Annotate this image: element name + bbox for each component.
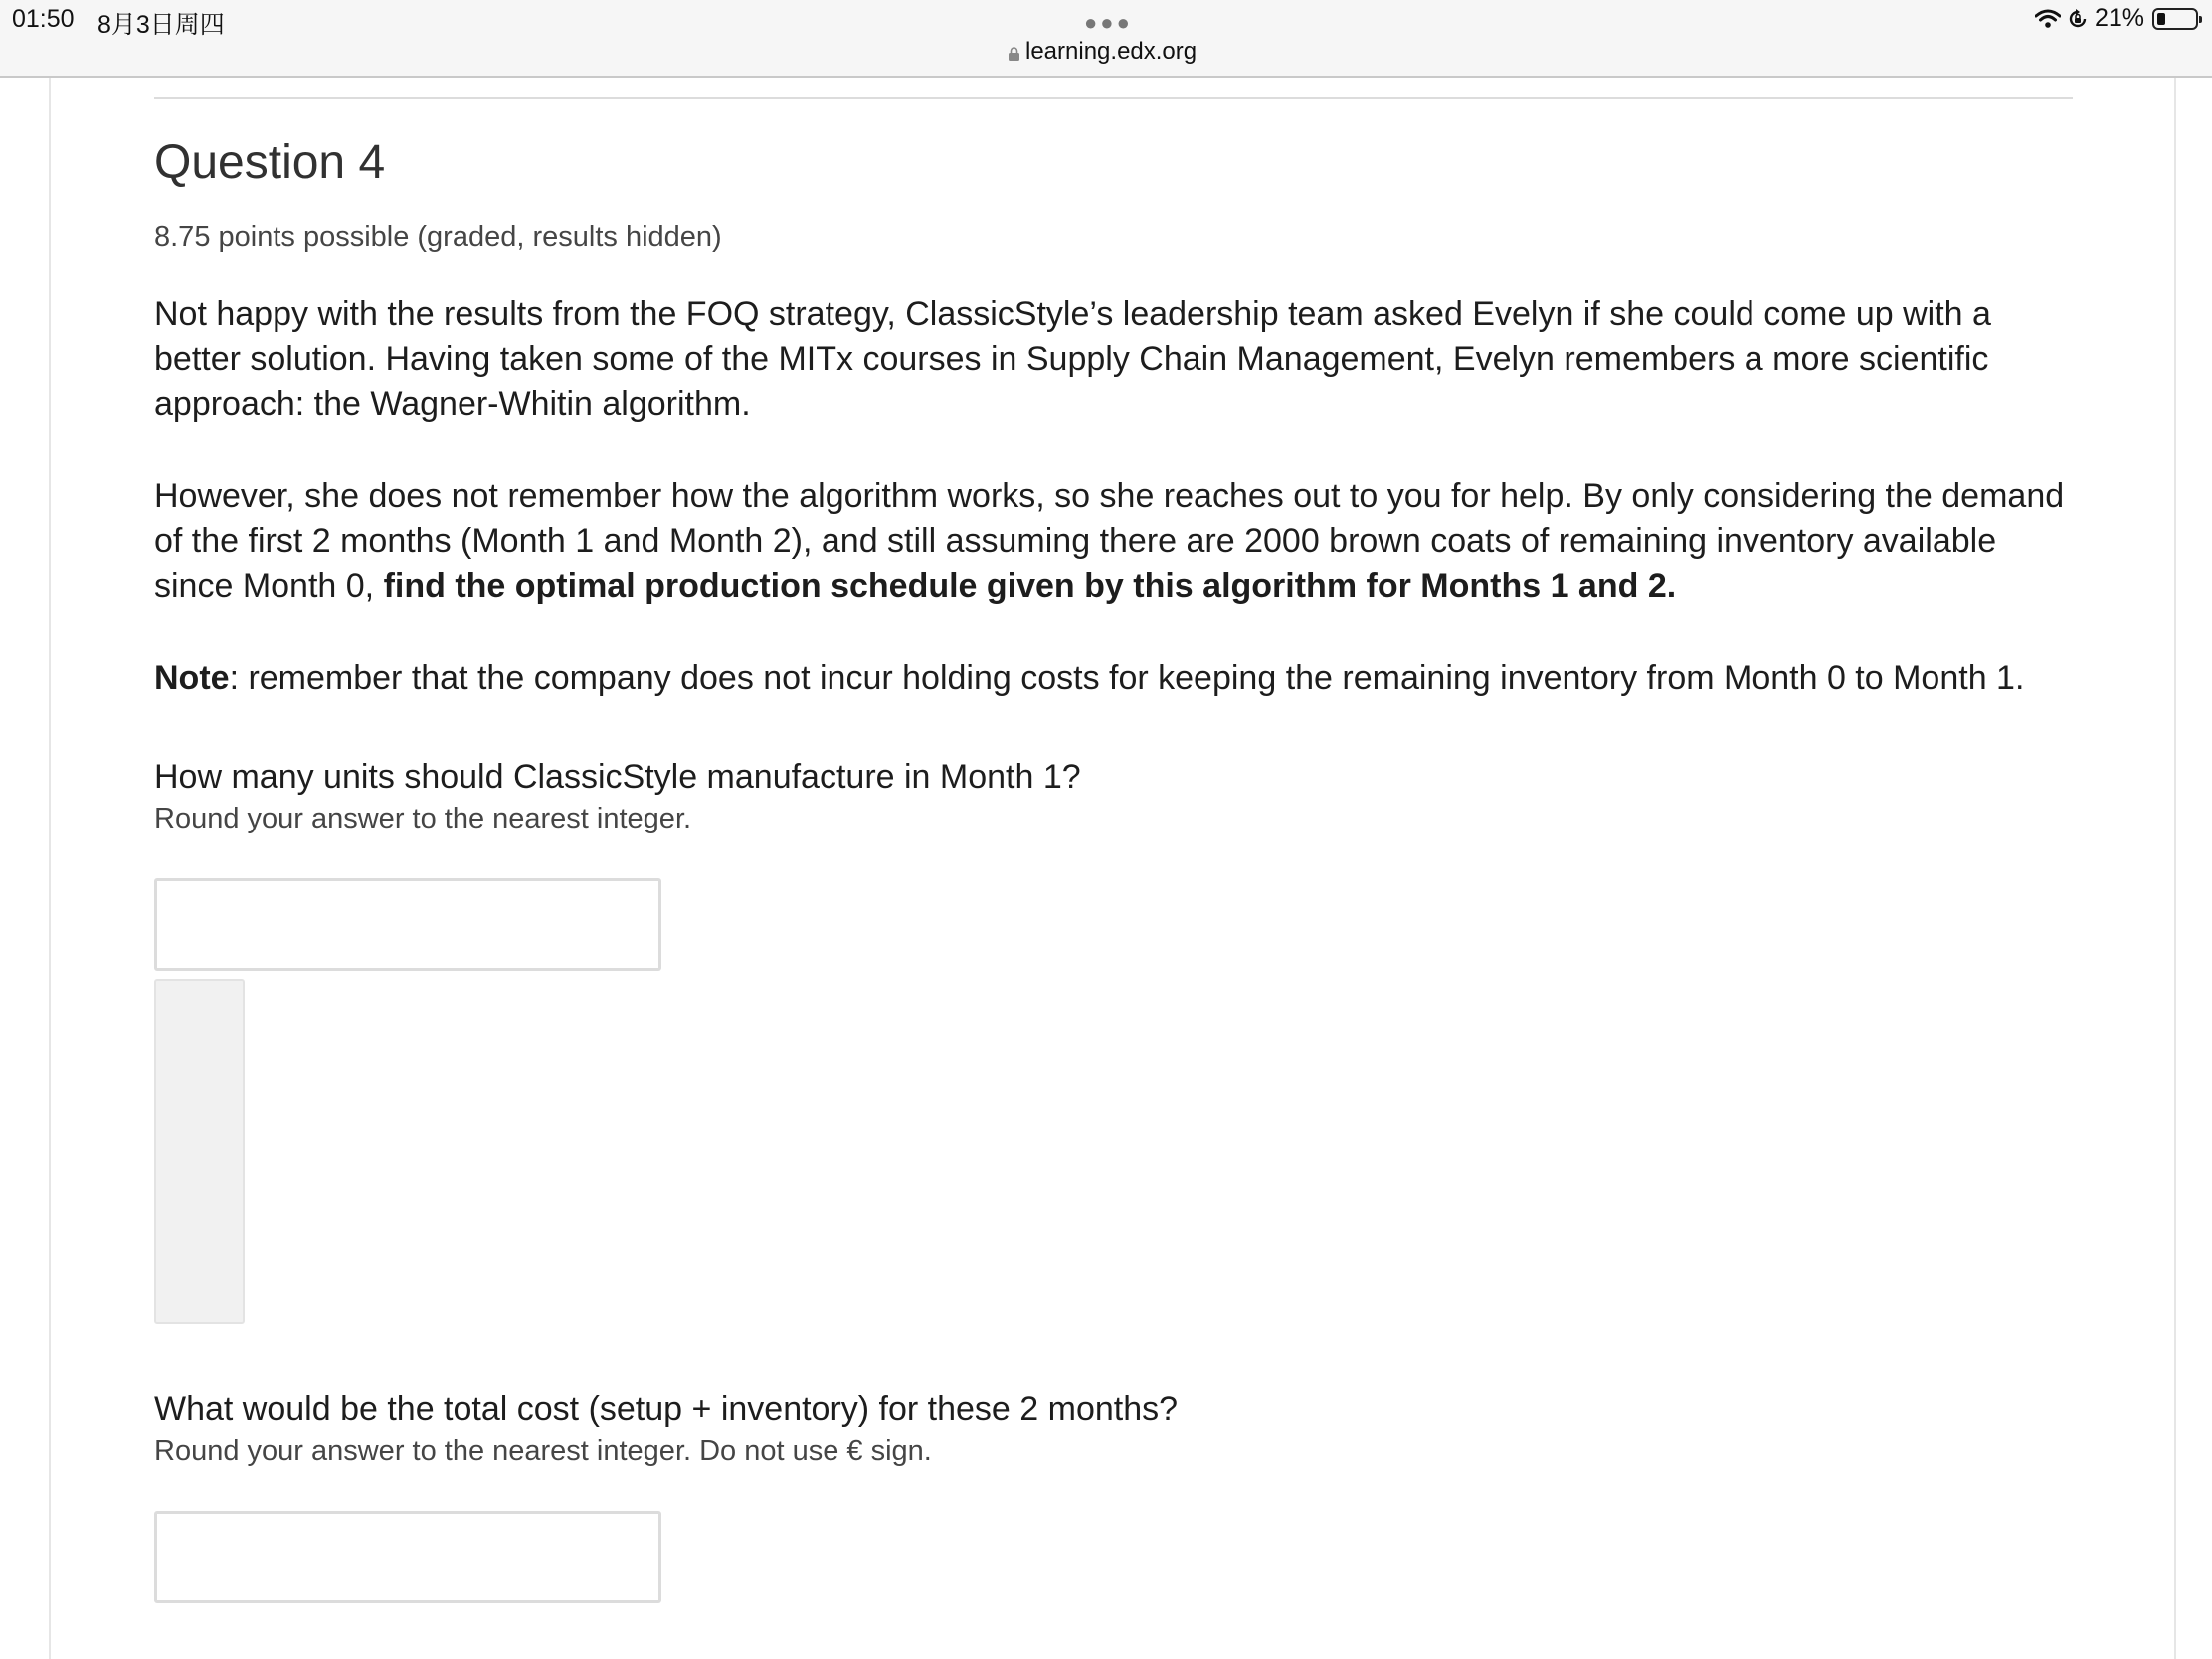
question-2-prompt: What would be the total cost (setup + inventory) for these 2 months? (154, 1390, 1179, 1428)
divider (154, 97, 2073, 99)
note-paragraph (154, 656, 2074, 701)
question-2-hint: Round your answer to the nearest integer. Do not use € sign. (154, 1435, 932, 1467)
question-1-answer-input[interactable] (154, 878, 661, 971)
status-indicators (2035, 4, 2198, 33)
wifi-icon (2035, 9, 2061, 29)
question-title: Question 4 (154, 136, 386, 189)
more-dots-icon[interactable]: ●●● (1084, 10, 1133, 35)
orientation-lock-icon (2067, 8, 2089, 30)
battery-icon (2152, 8, 2198, 30)
lock-icon (1009, 47, 1019, 61)
question-1-hint: Round your answer to the nearest integer. (154, 803, 692, 834)
question-1-prompt: How many units should ClassicStyle manufacture in Month 1? (154, 758, 1081, 796)
battery-percent: 21% (2094, 4, 2144, 32)
math-preview-box (154, 979, 245, 1324)
page-right-border (2174, 78, 2176, 1659)
paragraph-2-text: However, she does not remember how the algorithm works, so she reaches out to you for help. By only considering the demand of the first 2 months (Month 1 and Month 2), and still assuming there are 2000 brown coats of remaining inventory available since Month 0, (154, 477, 2065, 605)
status-date: 8月3日周四 (97, 11, 225, 39)
note-label: Note (154, 659, 230, 697)
address-bar[interactable] (1009, 38, 1197, 66)
problem-paragraph-2 (154, 474, 2074, 609)
problem-paragraph-1: Not happy with the results from the FOQ strategy, ClassicStyle’s leadership team asked Evelyn if she could come up with a better solution. Having taken some of the MITx courses in Supply Chain Management, Evelyn remembers a more scientific approach: the Wagner-Whitin algorithm. (154, 295, 1991, 423)
status-bar (0, 0, 2212, 78)
points-possible: 8.75 points possible (graded, results hidden) (154, 221, 722, 253)
status-time: 01:50 (12, 5, 75, 33)
url-text: learning.edx.org (1025, 38, 1198, 65)
note-text: : remember that the company does not incur holding costs for keeping the remaining inventory from Month 0 to Month 1. (229, 659, 2025, 697)
question-2-answer-input[interactable] (154, 1511, 661, 1603)
paragraph-2-bold: find the optimal production schedule given by this algorithm for Months 1 and 2. (383, 567, 1677, 605)
page-left-border (49, 78, 51, 1659)
problem-content (154, 129, 2074, 1603)
